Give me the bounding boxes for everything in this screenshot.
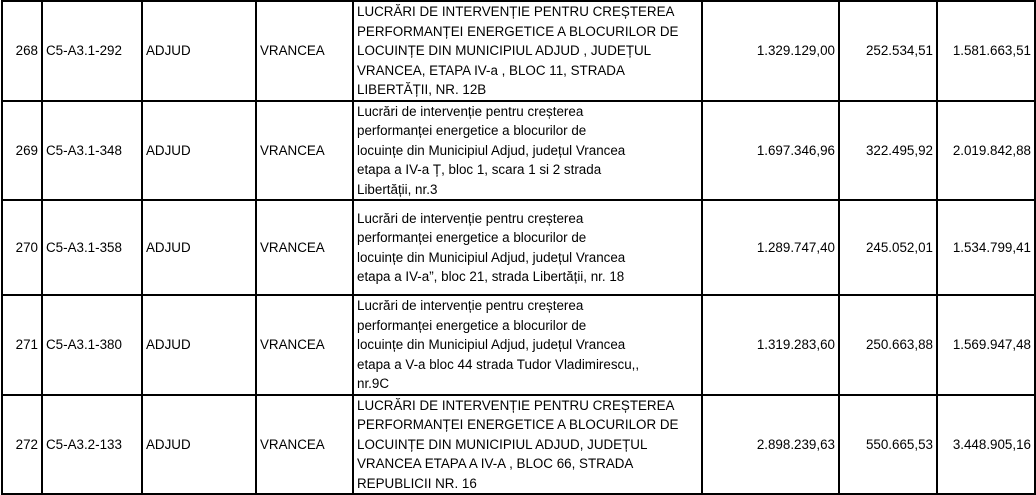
- project-description: Lucrări de intervenție pentru creșterea performanței energetice a blocurilor de locuințe din Municipiul Adjud, județul Vrancea etapa a V-a bloc 44 strada Tudor Vladimirescu,, nr.9C: [357, 298, 640, 391]
- amount-total: 2.019.842,88: [937, 101, 1035, 201]
- project-description-cell: [353, 395, 702, 495]
- projects-table: [1, 0, 1036, 495]
- project-description-cell: [353, 101, 702, 201]
- amount-total: 1.534.799,41: [937, 200, 1035, 295]
- amount-1: 1.697.346,96: [702, 101, 839, 201]
- amount-1: 1.329.129,00: [702, 1, 839, 101]
- amount-2: 250.663,88: [839, 295, 937, 395]
- project-description: Lucrări de intervenție pentru creșterea performanței energetice a blocurilor de locuințe din Municipiul Adjud, județul Vrancea etapa a IV-a”, bloc 21, strada Libertății, nr. 18: [357, 210, 626, 284]
- locality: ADJUD: [142, 1, 256, 101]
- county: VRANCEA: [256, 1, 353, 101]
- project-code: C5-A3.1-348: [42, 101, 142, 201]
- county: VRANCEA: [256, 101, 353, 201]
- amount-total: 1.581.663,51: [937, 1, 1035, 101]
- table-row: [2, 1, 1035, 101]
- project-description-cell: [353, 1, 702, 101]
- table-row: [2, 295, 1035, 395]
- amount-total: 3.448.905,16: [937, 395, 1035, 495]
- project-code: C5-A3.1-380: [42, 295, 142, 395]
- project-description: LUCRĂRI DE INTERVENȚIE PENTRU CREȘTEREA PERFORMANȚEI ENERGETICE A BLOCURILOR DE LOCUINȚE DIN MUNICIPIUL ADJUD, JUDEȚUL VRANCEA ETAPA A IV-A , BLOC 66, STRADA REPUBLICII NR. 16: [357, 397, 679, 491]
- project-code: C5-A3.2-133: [42, 395, 142, 495]
- row-number: 270: [2, 200, 42, 295]
- amount-2: 245.052,01: [839, 200, 937, 295]
- project-description-cell: [353, 200, 702, 295]
- project-description: LUCRĂRI DE INTERVENȚIE PENTRU CREȘTEREA PERFORMANȚEI ENERGETICE A BLOCURILOR DE LOCUINȚE DIN MUNICIPIUL ADJUD , JUDEȚUL VRANCEA, ETAPA IV-a , BLOC 11, STRADA LIBERTĂȚII, NR. 12B: [357, 4, 679, 97]
- project-description: Lucrări de intervenție pentru creșterea performanței energetice a blocurilor de locuințe din Municipiul Adjud, județul Vrancea etapa a IV-a Ț, bloc 1, scara 1 si 2 strada Libertății, nr.3: [357, 103, 626, 197]
- amount-1: 2.898.239,63: [702, 395, 839, 495]
- row-number: 271: [2, 295, 42, 395]
- row-number: 268: [2, 1, 42, 101]
- project-code: C5-A3.1-292: [42, 1, 142, 101]
- county: VRANCEA: [256, 395, 353, 495]
- amount-2: 322.495,92: [839, 101, 937, 201]
- row-number: 272: [2, 395, 42, 495]
- amount-2: 550.665,53: [839, 395, 937, 495]
- amount-1: 1.289.747,40: [702, 200, 839, 295]
- row-number: 269: [2, 101, 42, 201]
- locality: ADJUD: [142, 101, 256, 201]
- project-code: C5-A3.1-358: [42, 200, 142, 295]
- table-row: [2, 101, 1035, 201]
- table-row: [2, 200, 1035, 295]
- amount-1: 1.319.283,60: [702, 295, 839, 395]
- county: VRANCEA: [256, 200, 353, 295]
- locality: ADJUD: [142, 200, 256, 295]
- county: VRANCEA: [256, 295, 353, 395]
- table-row: [2, 395, 1035, 495]
- locality: ADJUD: [142, 395, 256, 495]
- locality: ADJUD: [142, 295, 256, 395]
- amount-total: 1.569.947,48: [937, 295, 1035, 395]
- amount-2: 252.534,51: [839, 1, 937, 101]
- project-description-cell: [353, 295, 702, 395]
